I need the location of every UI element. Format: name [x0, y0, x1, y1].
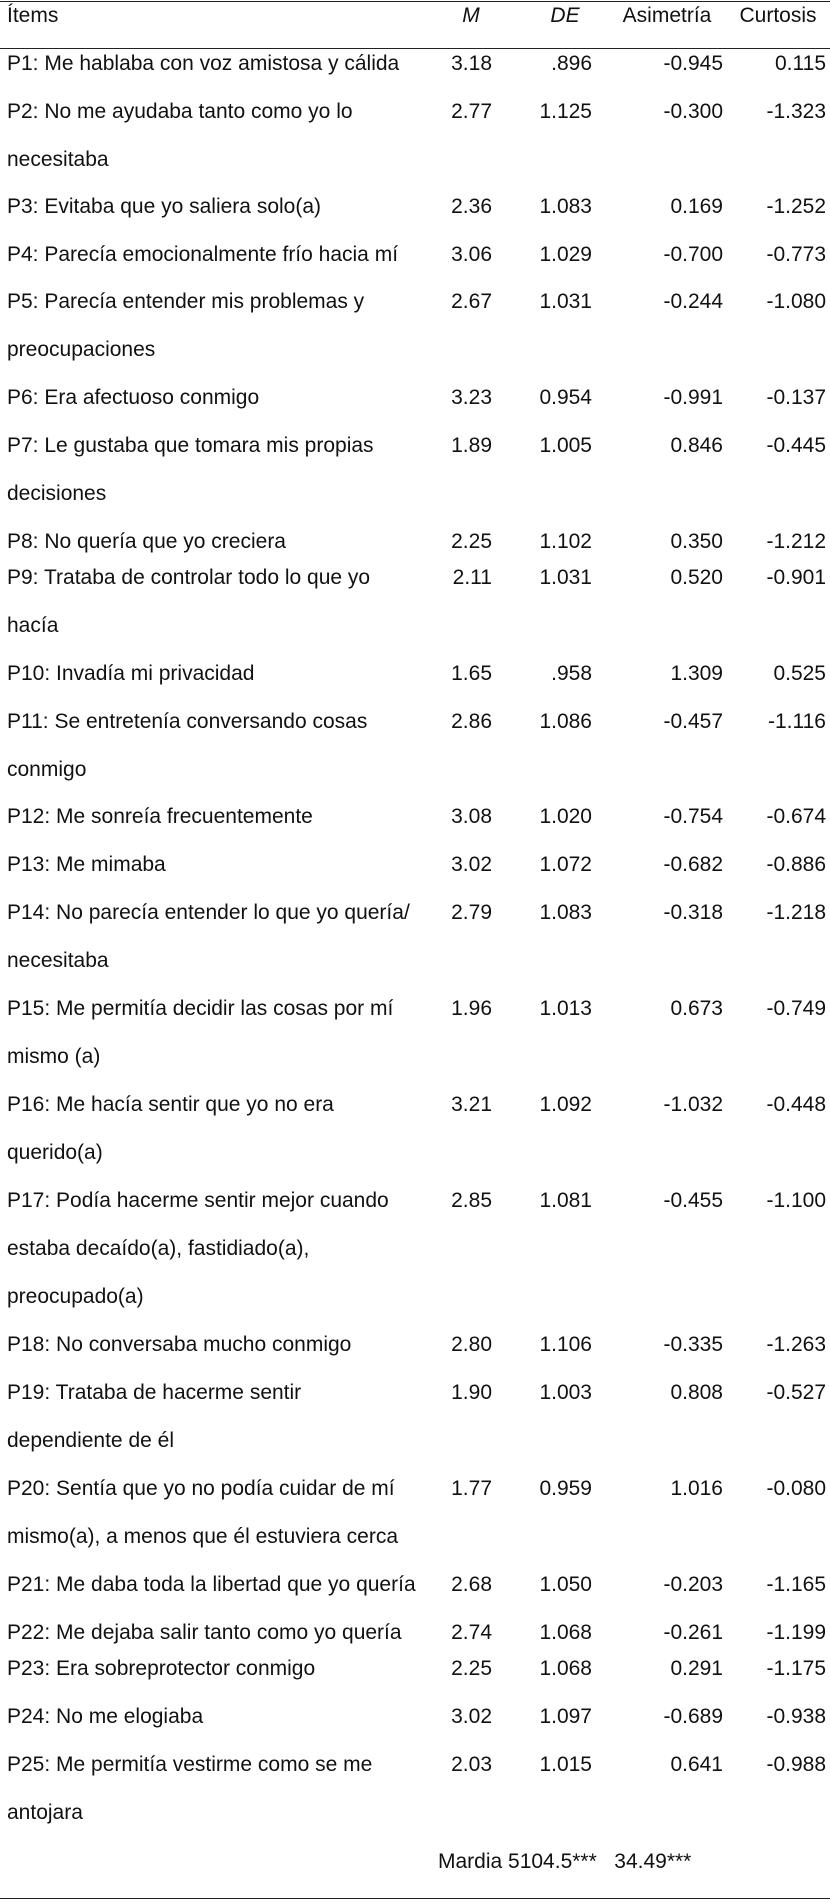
table-row-item: P15: Me permitía decidir las cosas por mí	[7, 997, 394, 1020]
table-cell-m: 2.36	[451, 195, 492, 218]
table-cell-curtosis: -0.448	[766, 1093, 826, 1116]
table-row-item: P8: No quería que yo creciera	[7, 530, 286, 553]
table-cell-m: 3.02	[451, 1705, 492, 1728]
table-cell-m: 1.96	[451, 997, 492, 1020]
table-cell-m: 2.25	[451, 1657, 492, 1680]
table-cell-curtosis: -1.212	[766, 530, 826, 553]
table-cell-de: 1.081	[539, 1189, 592, 1212]
table-row-item-continuation: preocupado(a)	[7, 1285, 144, 1308]
table-cell-m: 3.02	[451, 853, 492, 876]
table-cell-asimetria: 1.309	[670, 662, 723, 685]
table-cell-de: 1.015	[539, 1753, 592, 1776]
table-cell-de: 1.068	[539, 1657, 592, 1680]
table-row-item-continuation: necesitaba	[7, 949, 109, 972]
table-cell-curtosis: -1.263	[766, 1333, 826, 1356]
table-cell-de: 1.031	[539, 290, 592, 313]
table-cell-asimetria: 0.520	[670, 566, 723, 589]
table-cell-de: 1.031	[539, 566, 592, 589]
table-cell-de: 1.083	[539, 195, 592, 218]
table-cell-de: 1.072	[539, 853, 592, 876]
table-cell-curtosis: -1.165	[766, 1573, 826, 1596]
table-row-item: P9: Trataba de controlar todo lo que yo	[7, 566, 371, 589]
table-cell-m: 3.06	[451, 243, 492, 266]
table-cell-de: 1.013	[539, 997, 592, 1020]
table-cell-curtosis: 0.115	[775, 52, 826, 75]
table-row-item: P20: Sentía que yo no podía cuidar de mí	[7, 1477, 395, 1500]
table-cell-de: 1.020	[539, 805, 592, 828]
table-cell-curtosis: -0.080	[766, 1477, 826, 1500]
table-cell-de: 1.106	[539, 1333, 592, 1356]
table-cell-m: 2.11	[452, 566, 492, 589]
table-cell-curtosis: -0.901	[766, 566, 826, 589]
table-row-item: P23: Era sobreprotector conmigo	[7, 1657, 316, 1680]
table-cell-asimetria: -0.203	[663, 1573, 723, 1596]
table-cell-de: .958	[551, 662, 592, 685]
table-cell-m: 2.80	[451, 1333, 492, 1356]
table-row-item: P17: Podía hacerme sentir mejor cuando	[7, 1189, 389, 1212]
table-cell-asimetria: -0.335	[663, 1333, 723, 1356]
table-cell-de: 0.954	[539, 386, 592, 409]
table-cell-de: 1.029	[539, 243, 592, 266]
table-cell-m: 3.23	[451, 386, 492, 409]
table-row-item: P19: Trataba de hacerme sentir	[7, 1381, 302, 1404]
table-row-item: P21: Me daba toda la libertad que yo quería	[7, 1573, 416, 1596]
table-cell-asimetria: -1.032	[663, 1093, 723, 1116]
table-cell-de: 1.005	[539, 434, 592, 457]
table-row-item: P16: Me hacía sentir que yo no era	[7, 1093, 334, 1116]
table-cell-m: 2.86	[451, 710, 492, 733]
table-row-item-continuation: hacía	[7, 614, 59, 637]
table-cell-de: 1.125	[539, 100, 592, 123]
table-cell-de: 1.050	[539, 1573, 592, 1596]
header-m: M	[462, 4, 480, 27]
table-row-item-continuation: estaba decaído(a), fastidiado(a),	[7, 1237, 310, 1260]
table-row-item-continuation: preocupaciones	[7, 338, 156, 361]
table-cell-curtosis: -1.080	[766, 290, 826, 313]
header-items: Ítems	[7, 4, 59, 27]
table-cell-m: 1.89	[451, 434, 492, 457]
table-bottom-rule	[0, 1898, 830, 1899]
table-row-item-continuation: antojara	[7, 1801, 83, 1824]
table-row-item: P3: Evitaba que yo saliera solo(a)	[7, 195, 322, 218]
table-cell-asimetria: -0.318	[663, 901, 723, 924]
table-cell-de: 1.086	[539, 710, 592, 733]
table-cell-asimetria: -0.457	[663, 710, 723, 733]
table-cell-curtosis: -0.773	[766, 243, 826, 266]
table-cell-m: 2.25	[451, 530, 492, 553]
table-cell-asimetria: -0.300	[663, 100, 723, 123]
table-cell-asimetria: 1.016	[670, 1477, 723, 1500]
table-cell-curtosis: -0.886	[766, 853, 826, 876]
table-row-item: P4: Parecía emocionalmente frío hacia mí	[7, 243, 399, 266]
table-cell-asimetria: -0.945	[663, 52, 723, 75]
table-cell-de: 1.102	[539, 530, 592, 553]
table-cell-curtosis: -0.137	[766, 386, 826, 409]
table-cell-curtosis: -0.527	[766, 1381, 826, 1404]
table-row-item: P25: Me permitía vestirme como se me	[7, 1753, 373, 1776]
header-de: DE	[550, 4, 580, 27]
table-cell-de: 1.083	[539, 901, 592, 924]
table-row-item: P5: Parecía entender mis problemas y	[7, 290, 365, 313]
table-cell-m: 2.68	[451, 1573, 492, 1596]
table-cell-curtosis: -1.218	[766, 901, 826, 924]
table-row-item: P12: Me sonreía frecuentemente	[7, 805, 313, 828]
table-cell-asimetria: 0.350	[670, 530, 723, 553]
table-header-rule	[0, 48, 830, 49]
table-row-item-continuation: conmigo	[7, 758, 87, 781]
table-cell-m: 2.77	[451, 100, 492, 123]
table-row-item-continuation: necesitaba	[7, 148, 109, 171]
table-cell-m: 1.65	[451, 662, 492, 685]
table-cell-m: 2.03	[451, 1753, 492, 1776]
table-cell-de: 0.959	[539, 1477, 592, 1500]
table-cell-curtosis: -1.252	[766, 195, 826, 218]
table-cell-curtosis: -0.445	[766, 434, 826, 457]
table-cell-de: 1.068	[539, 1621, 592, 1644]
mardia-statistic: Mardia 5104.5*** 34.49***	[438, 1850, 692, 1873]
table-cell-asimetria: -0.689	[663, 1705, 723, 1728]
table-row-item: P14: No parecía entender lo que yo quería/	[7, 901, 410, 924]
table-row-item-continuation: querido(a)	[7, 1141, 103, 1164]
table-cell-m: 2.74	[451, 1621, 492, 1644]
table-cell-asimetria: -0.991	[663, 386, 723, 409]
table-cell-asimetria: -0.455	[663, 1189, 723, 1212]
table-cell-asimetria: 0.846	[670, 434, 723, 457]
table-cell-asimetria: 0.641	[670, 1753, 723, 1776]
table-cell-curtosis: -1.175	[766, 1657, 826, 1680]
table-cell-de: 1.092	[539, 1093, 592, 1116]
table-row-item: P13: Me mimaba	[7, 853, 166, 876]
table-cell-asimetria: 0.808	[670, 1381, 723, 1404]
table-cell-curtosis: -0.749	[766, 997, 826, 1020]
table-cell-m: 2.85	[451, 1189, 492, 1212]
table-cell-m: 3.21	[451, 1093, 492, 1116]
table-cell-curtosis: 0.525	[773, 662, 826, 685]
table-row-item-continuation: decisiones	[7, 482, 107, 505]
table-cell-curtosis: -1.116	[768, 710, 826, 733]
table-cell-asimetria: -0.700	[663, 243, 723, 266]
table-row-item: P11: Se entretenía conversando cosas	[7, 710, 368, 733]
table-cell-m: 1.90	[451, 1381, 492, 1404]
table-cell-de: 1.003	[539, 1381, 592, 1404]
table-cell-asimetria: -0.244	[663, 290, 723, 313]
table-cell-asimetria: 0.673	[670, 997, 723, 1020]
table-row-item: P24: No me elogiaba	[7, 1705, 204, 1728]
table-cell-m: 1.77	[451, 1477, 492, 1500]
table-cell-m: 2.79	[451, 901, 492, 924]
table-row-item: P2: No me ayudaba tanto como yo lo	[7, 100, 353, 123]
table-row-item: P1: Me hablaba con voz amistosa y cálida	[7, 52, 400, 75]
table-cell-curtosis: -1.199	[766, 1621, 826, 1644]
table-cell-curtosis: -0.938	[766, 1705, 826, 1728]
table-cell-m: 3.08	[451, 805, 492, 828]
table-cell-asimetria: 0.291	[670, 1657, 723, 1680]
header-asimetria: Asimetría	[622, 4, 712, 27]
table-cell-asimetria: 0.169	[670, 195, 723, 218]
table-cell-curtosis: -1.323	[766, 100, 826, 123]
header-curtosis: Curtosis	[739, 4, 817, 27]
table-row-item-continuation: mismo (a)	[7, 1045, 101, 1068]
table-cell-curtosis: -0.674	[766, 805, 826, 828]
table-row-item-continuation: dependiente de él	[7, 1429, 174, 1452]
table-cell-curtosis: -0.988	[766, 1753, 826, 1776]
table-cell-de: 1.097	[539, 1705, 592, 1728]
table-row-item: P7: Le gustaba que tomara mis propias	[7, 434, 374, 457]
table-row-item: P10: Invadía mi privacidad	[7, 662, 255, 685]
table-cell-asimetria: -0.682	[663, 853, 723, 876]
table-cell-m: 2.67	[451, 290, 492, 313]
table-cell-de: .896	[551, 52, 592, 75]
table-cell-curtosis: -1.100	[766, 1189, 826, 1212]
table-row-item: P6: Era afectuoso conmigo	[7, 386, 260, 409]
table-row-item: P22: Me dejaba salir tanto como yo quería	[7, 1621, 402, 1644]
table-cell-m: 3.18	[451, 52, 492, 75]
table-cell-asimetria: -0.261	[663, 1621, 723, 1644]
table-row-item: P18: No conversaba mucho conmigo	[7, 1333, 352, 1356]
table-row-item-continuation: mismo(a), a menos que él estuviera cerca	[7, 1525, 398, 1548]
table-cell-asimetria: -0.754	[663, 805, 723, 828]
table-top-rule	[0, 1, 830, 2]
